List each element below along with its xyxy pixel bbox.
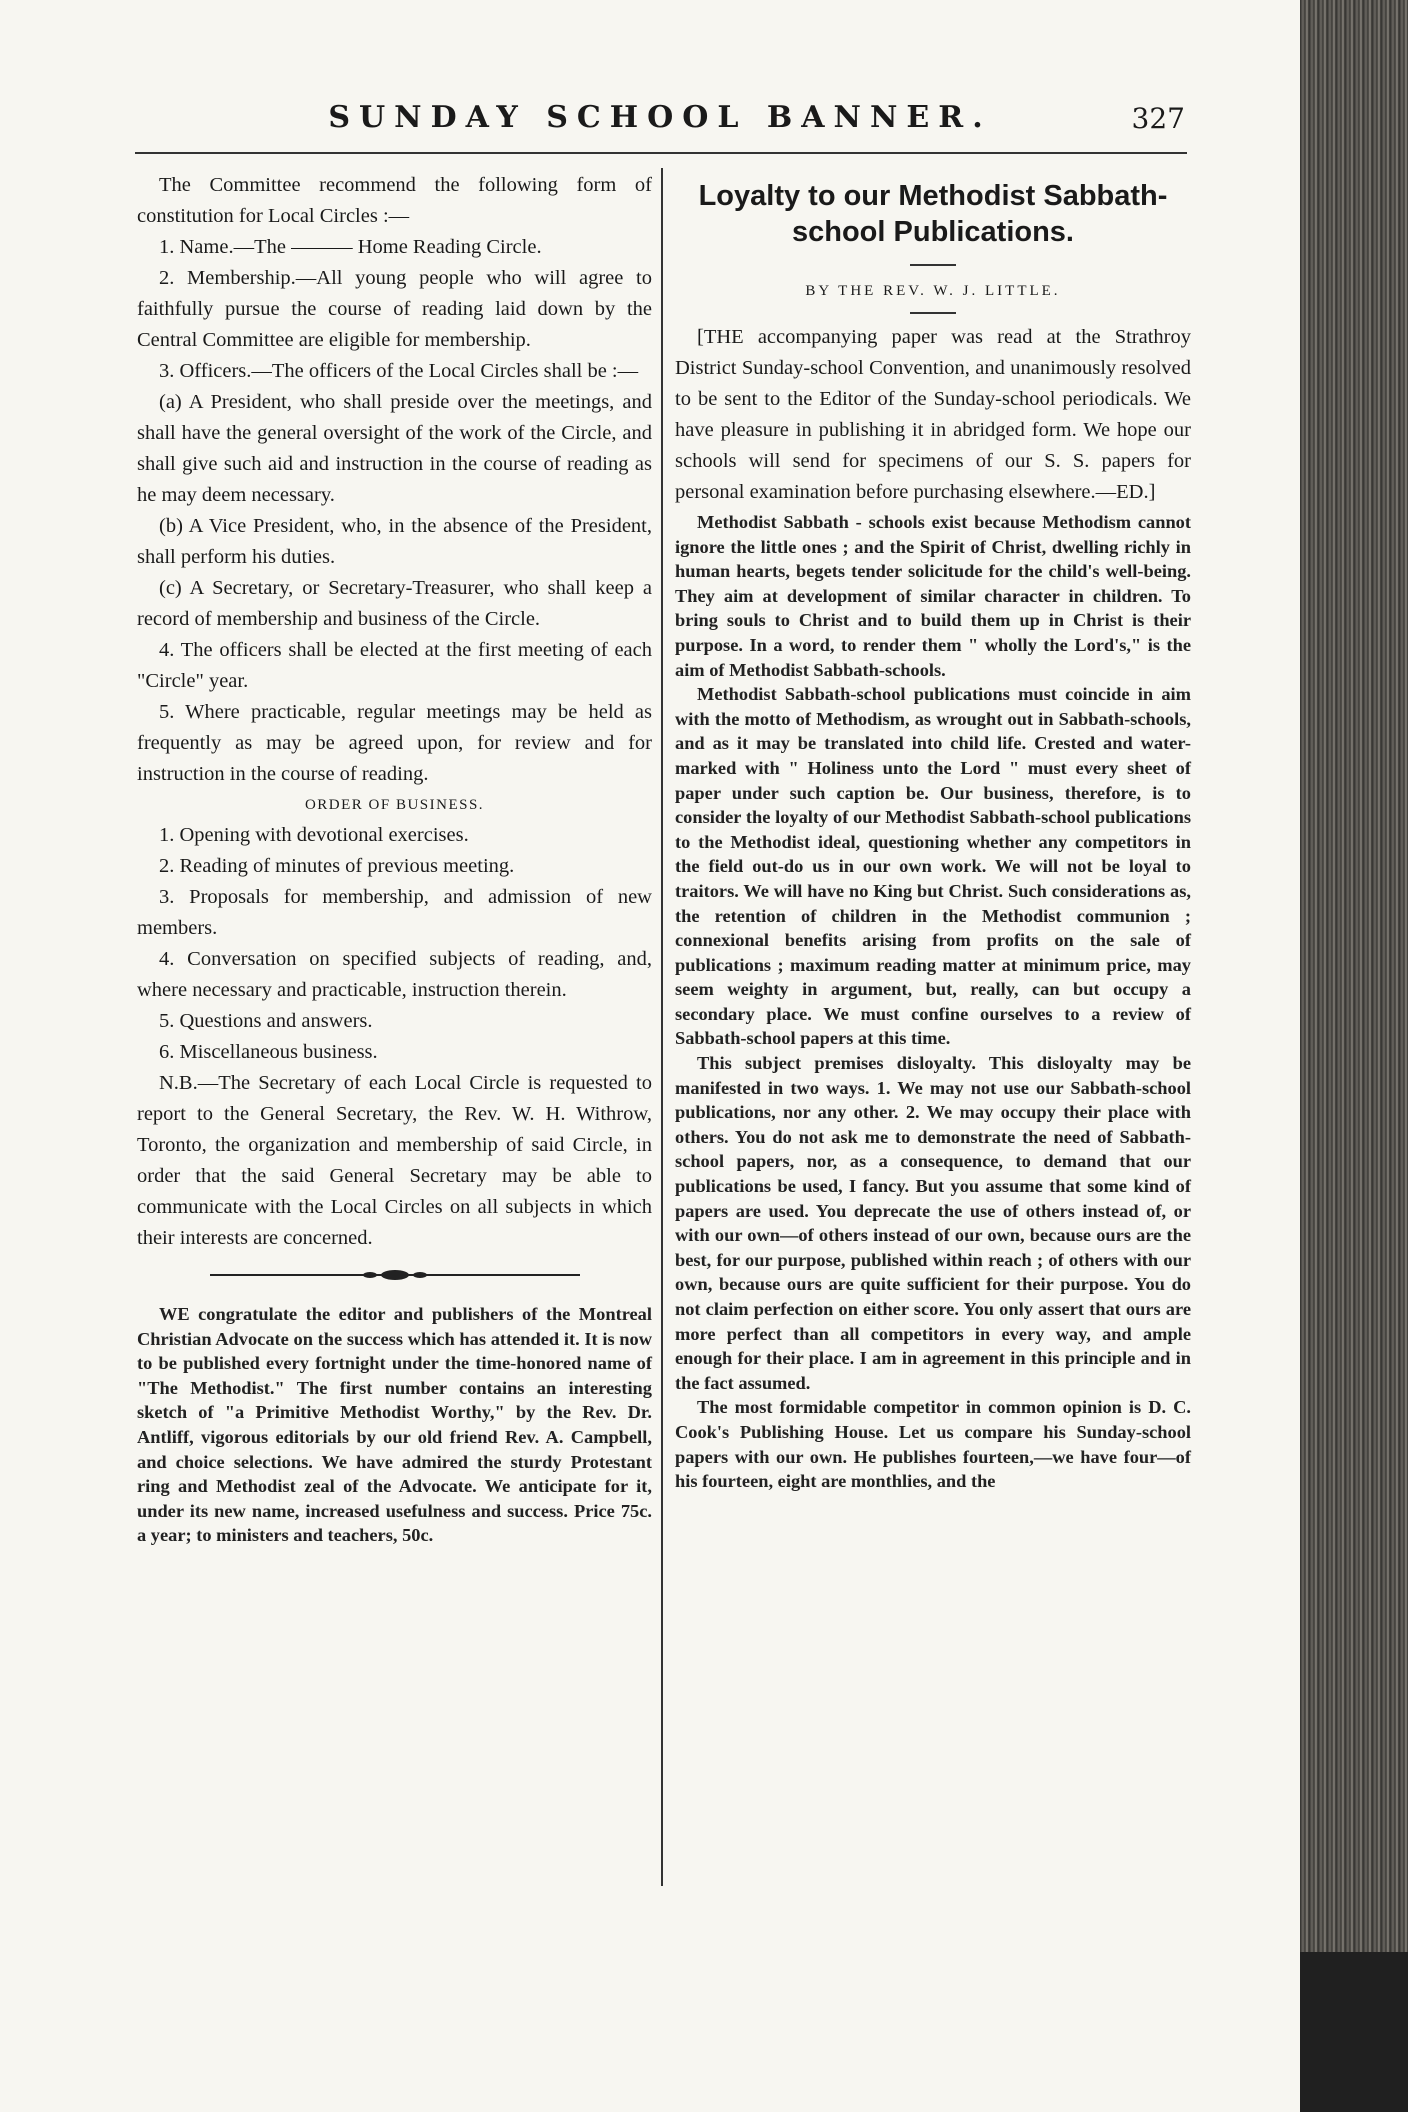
paragraph: The Committee recommend the following form of constitution for Local Circles :— xyxy=(137,174,652,227)
order-item: 2. Reading of minutes of previous meeting. xyxy=(159,855,515,877)
paragraph: (b) A Vice President, who, in the absence of the President, shall perform his duties. xyxy=(137,515,652,568)
page-header xyxy=(135,100,1185,150)
paragraph: Methodist Sabbath - schools exist because Methodism cannot ignore the little ones ; and the Spirit of Christ, dwelling richly in human hearts, begets tender solicitude for the child's well-being. They aim at development of similar character in children. To bring souls to Christ and to build them up in Christ is their purpose. In a word, to render them " wholly the Lord's," is the aim of Methodist Sabbath-schools. xyxy=(675,512,1191,680)
running-title: SUNDAY SCHOOL BANNER. xyxy=(328,100,992,135)
article-title-line: Loyalty to our Methodist Sabbath- xyxy=(698,180,1168,212)
paragraph: (a) A President, who shall preside over the meetings, and shall have the general oversight of the work of the Circle, and shall give such aid and instruction in the course of reading as he may deem necessary. xyxy=(137,391,652,506)
order-item: 3. Proposals for membership, and admission of new members. xyxy=(137,886,652,939)
order-item: 4. Conversation on specified subjects of reading, and, where necessary and practicable, instruction therein. xyxy=(137,948,652,1001)
paragraph: 4. The officers shall be elected at the first meeting of each "Circle" year. xyxy=(137,639,652,692)
header-rule xyxy=(135,152,1187,154)
column-divider xyxy=(661,168,663,1886)
paragraph: 1. Name.—The ——— Home Reading Circle. xyxy=(159,236,542,258)
paragraph: 5. Where practicable, regular meetings may be held as frequently as may be agreed upon, for review and for instruction in the course of reading. xyxy=(137,701,652,785)
left-column xyxy=(137,170,652,1548)
paragraph: This subject premises disloyalty. This disloyalty may be manifested in two ways. 1. We may not use our Sabbath-school publications, nor any other. 2. We may occupy their place with others. You do not ask me to demonstrate the need of Sabbath-school papers, nor, as a consequence, to demand that our publications be used, I fancy. But you assume that some kind of papers are used. You deprecate the use of others instead of, or with our own—of others instead of our own, because ours are the best, for our purpose, published within reach ; of others with our own, because ours are quite sufficient for their purpose. You do not claim perfection on either score. You only assert that ours are more perfect than all competitors in every way, and ample enough for their place. I am in agreement in this principle and in the fact assumed. xyxy=(675,1053,1191,1393)
short-rule xyxy=(910,312,956,314)
order-item: 6. Miscellaneous business. xyxy=(159,1041,378,1063)
order-item: 1. Opening with devotional exercises. xyxy=(159,824,469,846)
page-edge xyxy=(1300,0,1408,2112)
paragraph: 2. Membership.—All young people who will agree to faithfully pursue the course of reading laid down by the Central Committee are eligible for membership. xyxy=(137,267,652,351)
page-number: 327 xyxy=(1131,102,1185,135)
right-column xyxy=(675,170,1191,1494)
editor-note: [THE accompanying paper was read at the Strathroy District Sunday-school Convention, and unanimously resolved to be sent to the Editor of the Sunday-school periodicals. We have pleasure in publishing it in abridged form. We hope our schools will send for specimens of our S. S. papers for personal examination before purchasing elsewhere.—ED.] xyxy=(675,326,1191,503)
article-title-line: school Publications. xyxy=(792,216,1074,248)
nb-paragraph: N.B.—The Secretary of each Local Circle is requested to report to the General Secretary, the Rev. W. H. Withrow, Toronto, the organization and membership of said Circle, in order that the said General Secretary may be able to communicate with the Local Circles on all subjects in which their interests are concerned. xyxy=(137,1072,652,1249)
order-item: 5. Questions and answers. xyxy=(159,1010,373,1032)
paragraph: (c) A Secretary, or Secretary-Treasurer, who shall keep a record of membership and business of the Circle. xyxy=(137,577,652,630)
article-title xyxy=(675,178,1191,250)
short-rule xyxy=(910,264,956,266)
ornament-divider xyxy=(210,1268,580,1282)
paragraph: Methodist Sabbath-school publications must coincide in aim with the motto of Methodism, as wrought out in Sabbath-schools, and as it may be translated into child life. Crested and water-marked with " Holiness unto the Lord " must every sheet of paper under such caption be. Our business, therefore, is to consider the loyalty of our Methodist Sabbath-school publications to the Methodist ideal, questioning whether any competitors in the field out-do us in our own work. We will not be loyal to traitors. We will have no King but Christ. Such considerations as, the retention of children in the Methodist communion ; connexional benefits arising from profits on the sale of publications ; maximum reading matter at minimum price, may seem weighty in argument, but, really, can but occupy a secondary place. We must confine ourselves to a review of Sabbath-school papers at this time. xyxy=(675,684,1191,1049)
notice-paragraph: WE congratulate the editor and publishers of the Montreal Christian Advocate on the success which has attended it. It is now to be published every fortnight under the time-honored name of "The Methodist." The first number contains an interesting sketch of "a Primitive Methodist Worthy," by the Rev. Dr. Antliff, vigorous editorials by our old friend Rev. A. Campbell, and choice selections. We have admired the sturdy Protestant ring and Methodist zeal of the Advocate. We anticipate for it, under its new name, increased usefulness and success. Price 75c. a year; to ministers and teachers, 50c. xyxy=(137,1304,652,1546)
paragraph: 3. Officers.—The officers of the Local Circles shall be :— xyxy=(159,360,639,382)
byline: BY THE REV. W. J. LITTLE. xyxy=(805,283,1061,299)
paragraph: The most formidable competitor in common opinion is D. C. Cook's Publishing House. Let us compare his Sunday-school papers with our own. He publishes fourteen,—we have four—of his fourteen, eight are monthlies, and the xyxy=(675,1397,1191,1492)
order-of-business-heading: ORDER OF BUSINESS. xyxy=(304,797,485,813)
